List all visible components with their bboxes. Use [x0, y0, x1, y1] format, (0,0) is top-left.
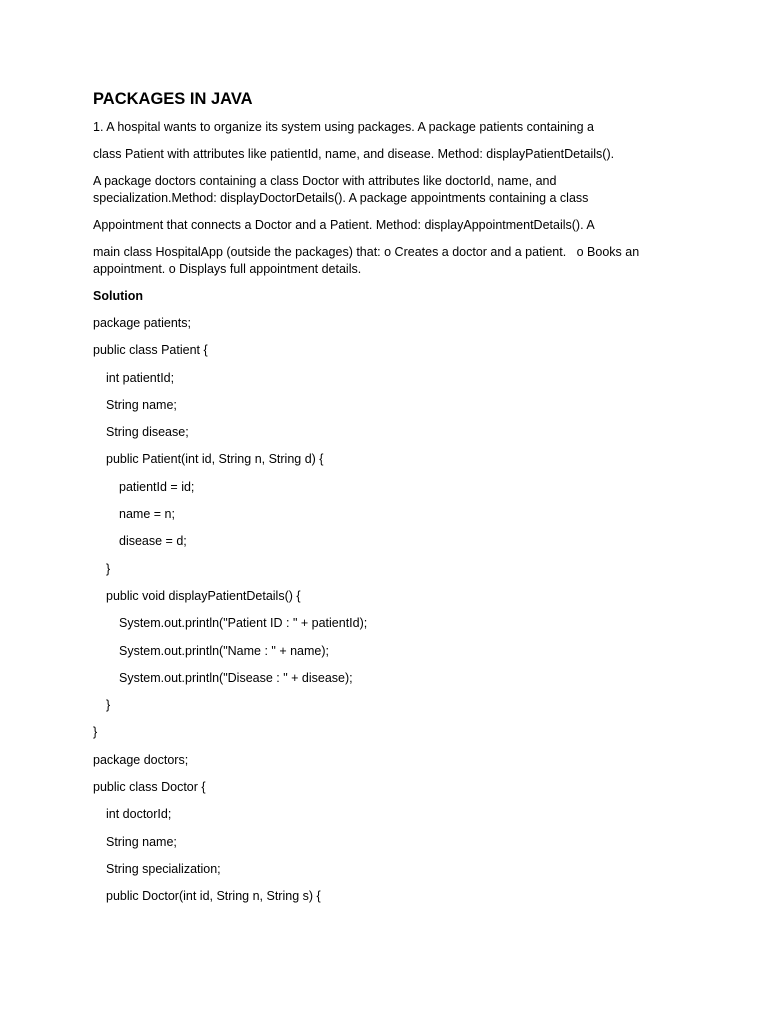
code-line: } — [106, 698, 111, 713]
code-line: String specialization; — [106, 861, 221, 876]
code-line: System.out.println("Disease : " + disease); — [119, 670, 353, 685]
code-line: System.out.println("Patient ID : " + patientId); — [119, 616, 368, 631]
code-line: package patients; — [93, 316, 191, 330]
code-line: public Patient(int id, String n, String d) { — [106, 452, 324, 467]
question-paragraph: main class HospitalApp (outside the packages) that: o Creates a doctor and a patient. o Books an appointment. o Displays full appointment details. — [93, 245, 643, 276]
question-section — [93, 119, 668, 278]
code-line: String name; — [106, 834, 177, 849]
code-line: String name; — [106, 397, 177, 412]
code-line: package doctors; — [93, 752, 189, 767]
document-content — [93, 89, 668, 916]
question-paragraph: Appointment that connects a Doctor and a Patient. Method: displayAppointmentDetails(). A — [93, 218, 595, 232]
question-paragraph: class Patient with attributes like patientId, name, and disease. Method: displayPatientDetails(). — [93, 147, 615, 161]
code-block — [93, 315, 668, 905]
code-line: System.out.println("Name : " + name); — [119, 643, 329, 658]
code-line: public class Patient { — [93, 343, 208, 358]
question-paragraph: A package doctors containing a class Doctor with attributes like doctorId, name, and specialization.Method: displayDoctorDetails(). A package appointments containing a class — [93, 174, 589, 205]
code-line: String disease; — [106, 425, 189, 440]
solution-heading: Solution — [93, 289, 143, 303]
code-line: } — [106, 561, 111, 576]
question-paragraph: 1. A hospital wants to organize its system using packages. A package patients containing a — [93, 120, 595, 134]
code-line: patientId = id; — [119, 479, 195, 494]
code-line: public Doctor(int id, String n, String s) { — [106, 889, 321, 904]
code-line: name = n; — [119, 507, 175, 522]
code-line: int patientId; — [106, 370, 175, 385]
code-line: } — [93, 725, 98, 740]
code-line: disease = d; — [119, 534, 187, 549]
code-line: public class Doctor { — [93, 780, 206, 795]
code-line: public void displayPatientDetails() { — [106, 588, 301, 603]
code-line: int doctorId; — [106, 807, 172, 822]
page-title: PACKAGES IN JAVA — [93, 90, 253, 108]
